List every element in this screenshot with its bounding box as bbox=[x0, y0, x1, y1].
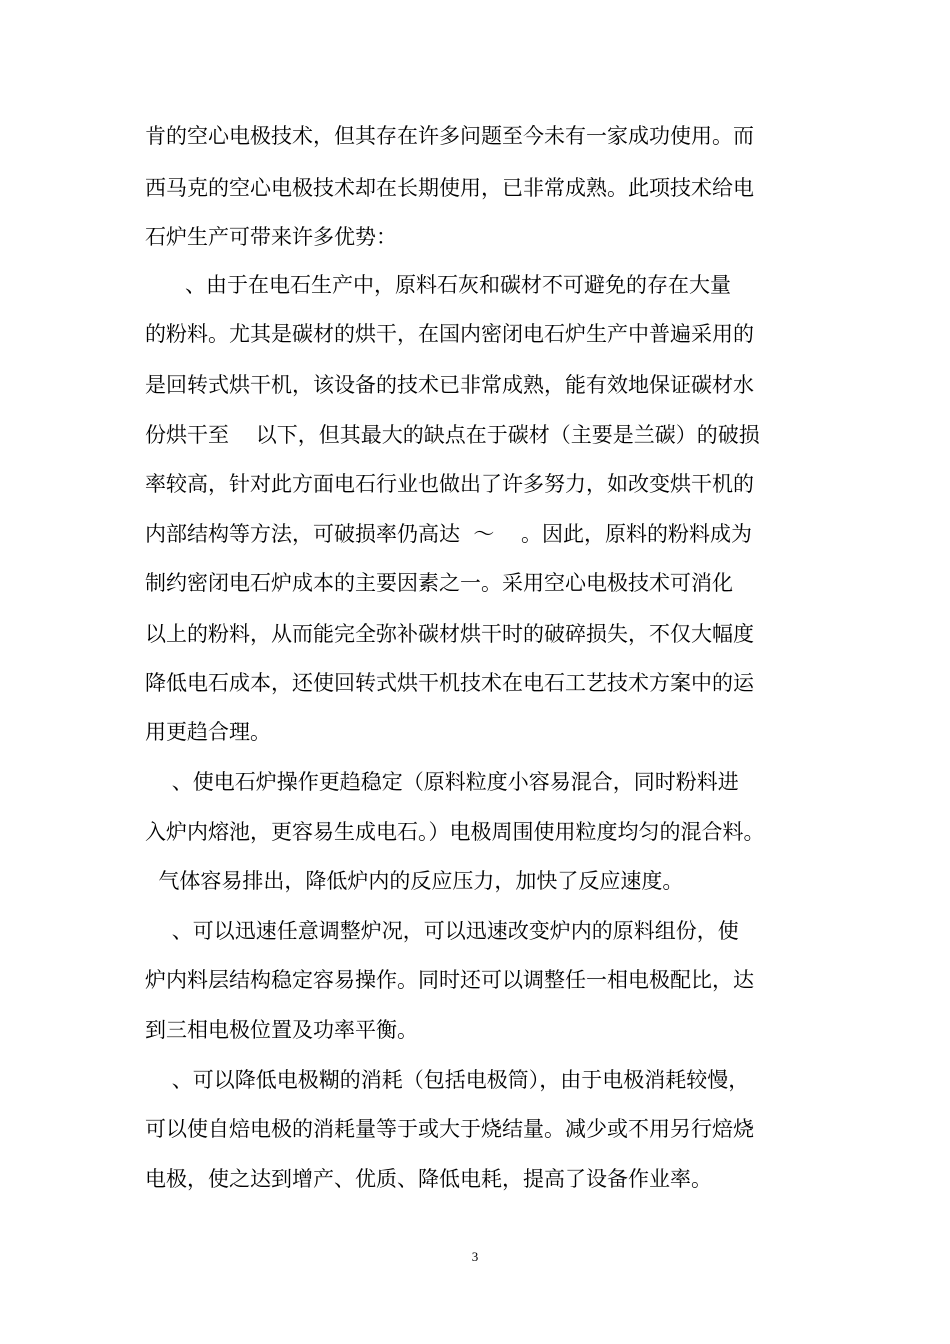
text-line: 气体容易排出，降低炉内的反应压力，加快了反应速度。 bbox=[145, 869, 684, 893]
text-line: 电极，使之达到增产、优质、降低电耗，提高了设备作业率。 bbox=[145, 1167, 712, 1191]
text-line: 制约密闭电石炉成本的主要因素之一。采用空心电极技术可消化 bbox=[145, 571, 733, 595]
text-line: 份烘干至 以下，但其最大的缺点在于碳材（主要是兰碳）的破损 bbox=[145, 423, 760, 447]
text-line: 用更趋合理。 bbox=[145, 720, 271, 744]
text-line: 到三相电极位置及功率平衡。 bbox=[145, 1018, 418, 1042]
text-line: 入炉内熔池，更容易生成电石。）电极周围使用粒度均匀的混合料。 bbox=[145, 820, 765, 844]
text-line: 、由于在电石生产中，原料石灰和碳材不可避免的存在大量 bbox=[145, 273, 732, 297]
text-line: 内部结构等方法，可破损率仍高达 ～ 。因此，原料的粉料成为 bbox=[145, 522, 753, 546]
text-line: 、可以降低电极糊的消耗（包括电极筒），由于电极消耗较慢， bbox=[145, 1068, 750, 1092]
text-line: 西马克的空心电极技术却在长期使用，已非常成熟。此项技术给电 bbox=[145, 176, 754, 200]
text-line: 以上的粉料，从而能完全弥补碳材烘干时的破碎损失，不仅大幅度 bbox=[145, 622, 754, 646]
page-number: 3 bbox=[471, 1249, 479, 1264]
text-line: 炉内料层结构稳定容易操作。同时还可以调整任一相电极配比，达 bbox=[145, 968, 754, 992]
text-line: 、可以迅速任意调整炉况，可以迅速改变炉内的原料组份，使 bbox=[145, 919, 739, 943]
text-line: 降低电石成本，还使回转式烘干机技术在电石工艺技术方案中的运 bbox=[145, 671, 754, 695]
text-line: 是回转式烘干机，该设备的技术已非常成熟，能有效地保证碳材水 bbox=[145, 373, 754, 397]
text-line: 率较高，针对此方面电石行业也做出了许多努力，如改变烘干机的 bbox=[145, 472, 754, 496]
text-line: 石炉生产可带来许多优势： bbox=[145, 225, 397, 249]
text-line: 的粉料。尤其是碳材的烘干，在国内密闭电石炉生产中普遍采用的 bbox=[145, 322, 754, 346]
text-line: 可以使自焙电极的消耗量等于或大于烧结量。减少或不用另行焙烧 bbox=[145, 1117, 754, 1141]
text-line: 肯的空心电极技术，但其存在许多问题至今未有一家成功使用。而 bbox=[145, 124, 754, 148]
text-line: 、使电石炉操作更趋稳定（原料粒度小容易混合，同时粉料进 bbox=[145, 770, 739, 794]
